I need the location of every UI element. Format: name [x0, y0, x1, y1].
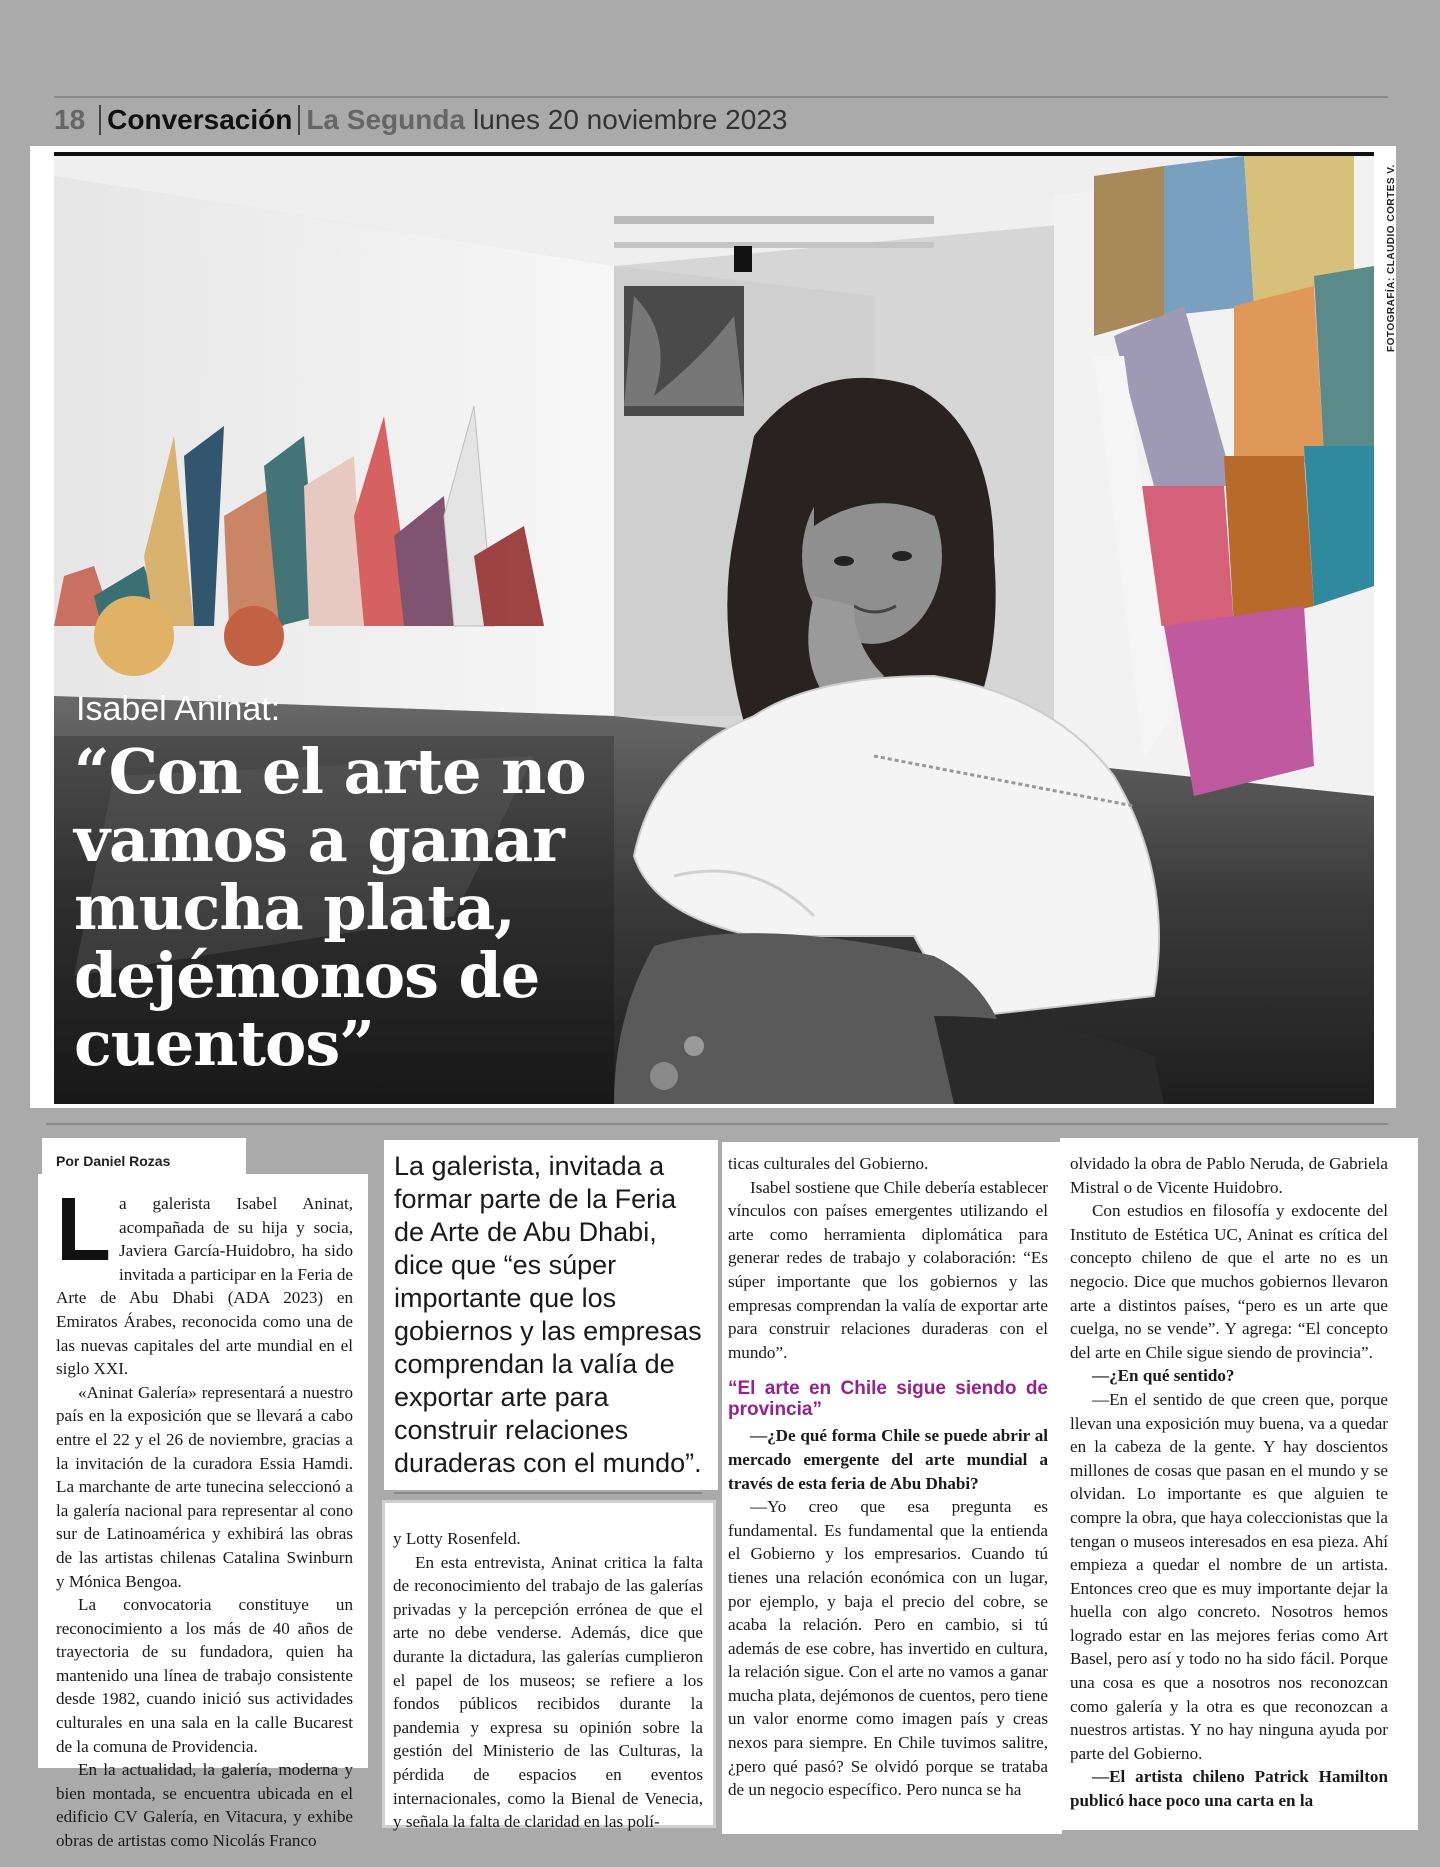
drop-cap: L — [56, 1180, 111, 1280]
interview-answer: —Yo creo que esa pregunta es fundamental. Es fundamental que la entienda el Gobierno y los empresarios. Cuando tú tienes una relación económica con un lugar, por ejemplo, y baja el precio del cobre, se acaba la relación. Pero en cambio, si tú además de ese cobre, has invertido en cultura, la relación sigue. Con el arte no vamos a ganar mucha plata, dejémonos de cuentos, pero tiene un valor enorme como imagen país y creas nexos para siempre. En Chile tuvimos salitre, ¿pero qué pasó? Se olvidó porque se trataba de un negocio específico. Pero nunca se ha — [728, 1497, 1048, 1800]
interview-question: —¿De qué forma Chile se puede abrir al mercado emergente del arte mundial a través de esta feria de Abu Dhabi? — [728, 1426, 1048, 1493]
page-number: 18 — [54, 104, 86, 135]
lead-paragraph: La galerista Isabel Aninat, acompañada de su hija y socia, Javiera García-Huidobro, ha sido invitada a participar en la Feria de Arte de Abu Dhabi (ADA 2023) en Emiratos Árabes, reconocida como una de las nuevas capitales del arte mundial en el siglo XXI. — [56, 1180, 353, 1379]
section-name: Conversación — [107, 104, 293, 135]
article-column-3 — [722, 1142, 1062, 1834]
paragraph: En esta entrevista, Aninat critica la falta de reconocimiento del trabajo de las galerías privadas y la percepción errónea de que el arte no debe venderse. Además, dice que durante la dictadura, las galerías cumplieron el papel de los museos; se refiere a los fondos públicos recibidos durante la pandemia y expresa su opinión sobre la gestión del Ministerio de las Culturas, la pérdida de espacios en eventos internacionales, como la Bienal de Venecia, y señala la falta de claridad en las polí- — [393, 1552, 703, 1832]
header-divider — [298, 105, 300, 135]
issue-date: lunes 20 noviembre 2023 — [473, 104, 788, 135]
body-top-rule — [46, 1123, 1388, 1125]
paragraph: En la actualidad, la galería, moderna y bien montada, se encuentra ubicada en el edificio CV Galería, en Vitacura, y exhibe obras de artistas como Nicolás Franco — [56, 1760, 353, 1851]
paragraph: ticas culturales del Gobierno. — [728, 1154, 929, 1173]
photo-credit: FOTOGRAFÍA: CLAUDIO CORTES V. — [1386, 164, 1397, 352]
header-divider — [99, 105, 101, 135]
article-column-2 — [382, 1500, 716, 1832]
byline: Por Daniel Rozas — [56, 1153, 171, 1169]
paragraph: La convocatoria constituye un reconocimiento a los más de 40 años de trayectoria de su fundadora, quien ha mantenido una línea de trabajo consistente desde 1982, cuando inició sus actividades culturales en una sala en la calle Bucarest de la comuna de Providencia. — [56, 1595, 353, 1756]
paragraph: Isabel sostiene que Chile debería establecer vínculos con países emergentes utilizando el arte como herramienta diplomática para generar redes de trabajo y colaboración: “Es súper importante que los gobiernos y las empresas comprendan la valía de exportar arte para construir relaciones duraderas con el mundo”. — [728, 1177, 1048, 1362]
pull-quote-rule — [394, 1492, 702, 1494]
interview-question: —El artista chileno Patrick Hamilton publicó hace poco una carta en la — [1070, 1767, 1388, 1811]
pull-quote-box — [384, 1140, 718, 1490]
article-column-4 — [1060, 1138, 1418, 1830]
hero-photo — [30, 146, 1396, 1108]
paragraph: «Aninat Galería» representará a nuestro país en la exposición que se llevará a cabo entre el 22 y el 26 de noviembre, gracias a la invitación de la curadora Essia Hamdi. La marchante de arte tunecina seleccionó a la galería nacional para representar al cono sur de Latinoamérica y exhibirá las obras de las artistas chilenas Catalina Swinburn y Mónica Bengoa. — [56, 1382, 353, 1591]
header-top-rule — [54, 96, 1388, 98]
section-subhead: “El arte en Chile sigue siendo de provincia” — [728, 1378, 1048, 1421]
pull-quote: La galerista, invitada a formar parte de la Feria de Arte de Abu Dhabi, dice que “es súper importante que los gobiernos y las empresas comprendan la valía de exportar arte para construir relaciones duraderas con el mundo”. — [394, 1151, 702, 1478]
paragraph: olvidado la obra de Pablo Neruda, de Gabriela Mistral o de Vicente Huidobro. — [1070, 1154, 1388, 1197]
article-column-1 — [38, 1174, 368, 1851]
article-headline: “Con el arte no vamos a ganar mucha plata, dejémonos de cuentos” — [74, 735, 586, 1080]
paragraph: y Lotty Rosenfeld. — [393, 1529, 521, 1548]
interview-answer: —En el sentido de que creen que, porque llevan una exposición muy buena, va a quedar en la cabeza de la gente. Y hay doscientos millones de cosas que pasan en el mundo y se olvidan. Lo importante es que alguien te compre la obra, que haya coleccionistas que la tengan o museos interesados en esa pieza. Ahí empieza a quedar el nombre de un artista. Entonces creo que es muy importante dejar la huella con algo concreto. Nosotros hemos logrado estar en las mejores ferias como Art Basel, pero así y todo no ha sido fácil. Porque una cosa es que a nosotros nos reconozcan como galería y la otra es que reconozcan a nuestros artistas. Y no hay ninguna ayuda por parte del Gobierno. — [1070, 1389, 1388, 1763]
interview-question: —¿En qué sentido? — [1092, 1366, 1235, 1386]
paragraph: Con estudios en filosofía y exdocente del Instituto de Estética UC, Aninat es crítica del concepto chileno de que el arte no es un negocio. Dice que muchos gobiernos llevaron arte a distintos países, “pero es un arte que cuelga, no se vende”. Y agrega: “El concepto del arte en Chile sigue siendo de provincia”. — [1070, 1201, 1388, 1362]
publication-name: La Segunda — [306, 104, 466, 135]
page-header — [54, 100, 787, 140]
article-kicker: Isabel Aninat: — [76, 690, 281, 728]
